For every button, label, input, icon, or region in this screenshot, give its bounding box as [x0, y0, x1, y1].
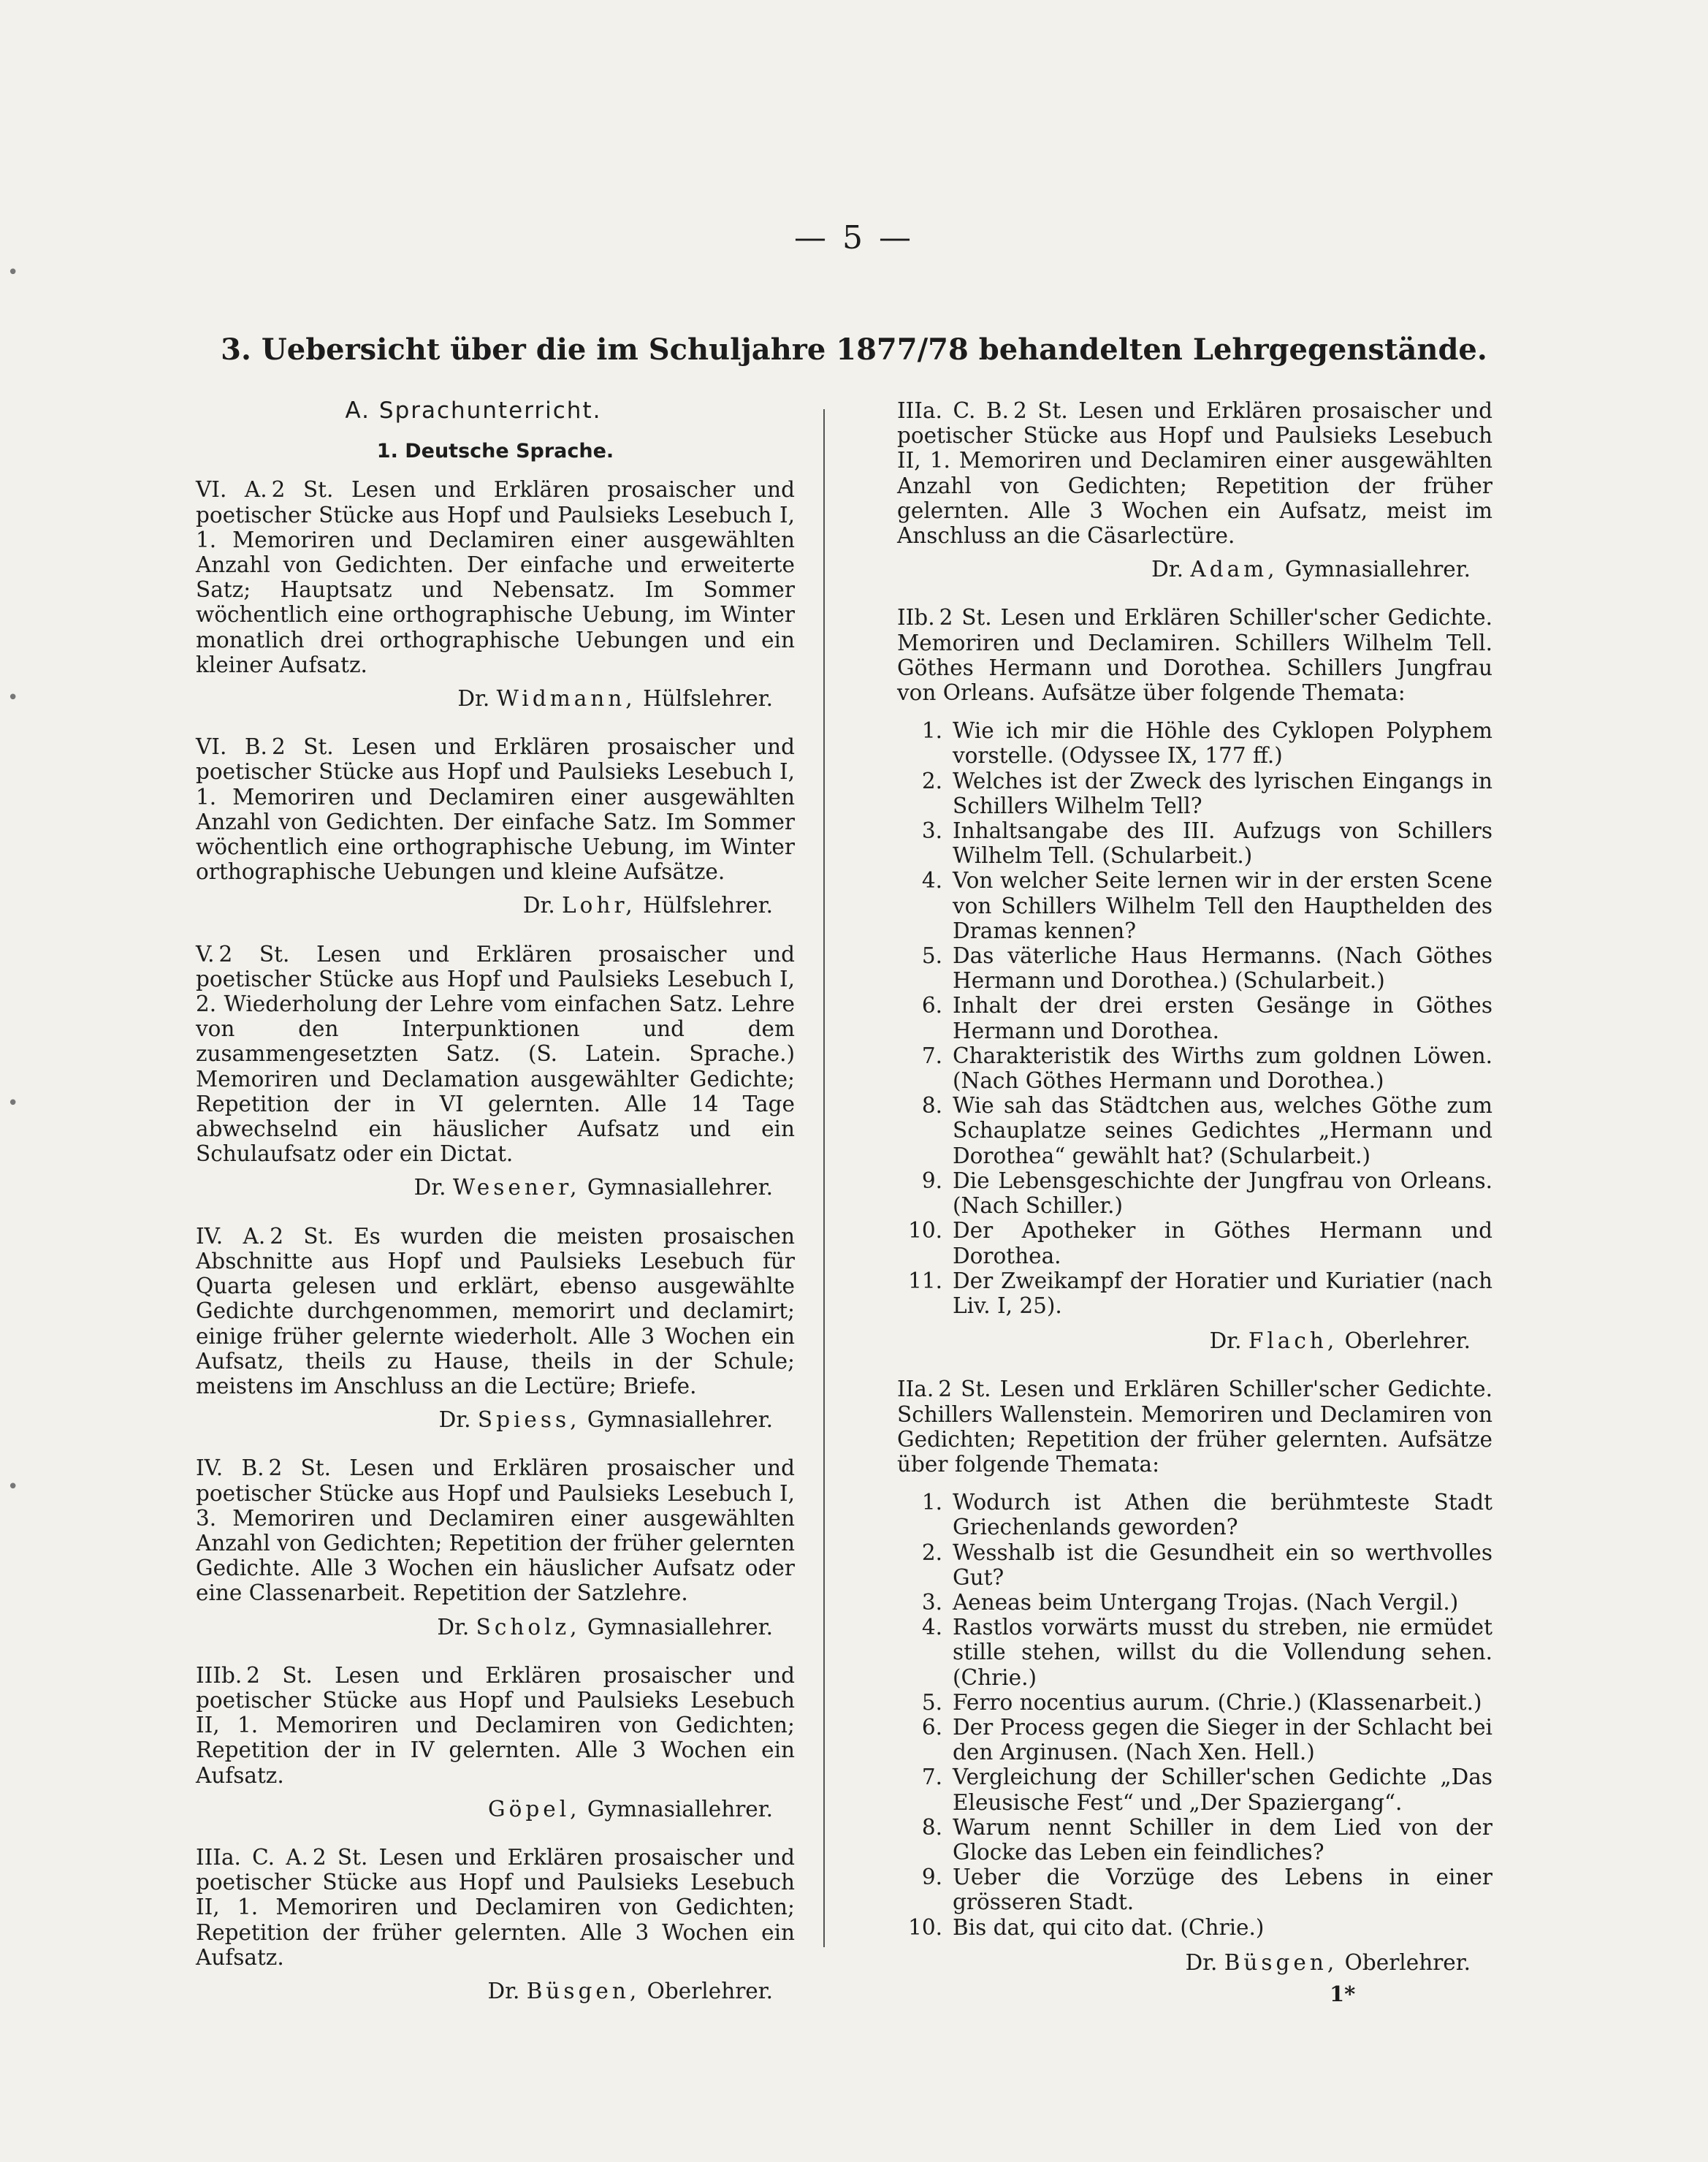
course-text: 2 St. Lesen und Erklären prosaischer und poetischer Stücke aus Hopf und Paulsieks Lesebuch I, 3. Memoriren und Declamiren einer ausgewählten Anzahl von Gedichten; Repetition der früher gelernten Gedichte. Alle 3 Wochen ein häuslicher Aufsatz oder eine Classenarbeit. Repetition der Satzlehre. [196, 1455, 795, 1606]
course-entry [196, 1224, 795, 1433]
page-number: — 5 — [794, 219, 914, 256]
essay-topic [897, 993, 1492, 1043]
teacher-signature [897, 1328, 1492, 1353]
essay-topic [897, 1765, 1492, 1814]
essay-topic [897, 1915, 1492, 1940]
topic-text: Charakteristik des Wirths zum goldnen Löwen. (Nach Göthes Hermann und Dorothea.) [953, 1043, 1492, 1094]
teacher-role: Gymnasiallehrer. [587, 1407, 773, 1433]
teacher-signature [196, 1797, 795, 1822]
topic-text: Der Apotheker in Göthes Hermann und Dorothea. [953, 1218, 1492, 1268]
subsection-title: 1. Deutsche Sprache. [376, 440, 614, 463]
teacher-role: Oberlehrer. [1344, 1949, 1471, 1975]
essay-topic [897, 1490, 1492, 1539]
course-text: 2 St. Lesen und Erklären prosaischer und poetischer Stücke aus Hopf und Paulsieks Lesebuch I, 1. Memoriren und Declamiren einer ausgewählten Anzahl von Gedichten. Der einfache und erweiterte Satz; Hauptsatz und Nebensatz. Im Sommer wöchentlich eine orthographische Uebung, im Winter monatlich drei orthographische Uebungen und ein kleiner Aufsatz. [196, 477, 795, 677]
topic-text: Warum nennt Schiller in dem Lied von der Glocke das Leben ein feindliches? [953, 1814, 1492, 1865]
margin-smudge-icon: • [7, 1092, 19, 1114]
teacher-signature [196, 1175, 795, 1200]
topic-number: 10. [908, 1218, 942, 1244]
essay-topic [897, 1093, 1492, 1168]
teacher-role: Gymnasiallehrer. [587, 1175, 773, 1200]
essay-topic [897, 1540, 1492, 1590]
topic-number: 8. [921, 1093, 942, 1119]
topic-number: 4. [921, 1615, 942, 1640]
course-description [196, 477, 795, 677]
teacher-signature [196, 1615, 795, 1640]
signature-mark: 1* [1330, 1982, 1356, 2006]
class-label: VI. A. [196, 477, 267, 503]
teacher-signature [897, 1950, 1492, 1975]
topic-number: 2. [921, 768, 942, 793]
teacher-name: Flach, [1248, 1328, 1338, 1354]
topic-text: Inhalt der drei ersten Gesänge in Göthes Hermann und Dorothea. [953, 993, 1492, 1043]
topic-text: Von welcher Seite lernen wir in der ersten Scene von Schillers Wilhelm Tell den Haupthelden des Dramas kennen? [953, 868, 1492, 943]
topic-number: 9. [921, 1168, 942, 1193]
topic-text: Wie ich mir die Höhle des Cyklopen Polyphem vorstelle. (Odyssee IX, 177 ff.) [953, 718, 1492, 769]
essay-topics-list [897, 718, 1492, 1318]
teacher-signature [196, 1407, 795, 1432]
left-entries [196, 477, 795, 2003]
essay-topic [897, 1168, 1492, 1218]
topic-text: Ferro nocentius aurum. (Chrie.) (Klassenarbeit.) [953, 1689, 1482, 1715]
teacher-title: Dr. [457, 686, 490, 712]
teacher-name: Scholz, [476, 1614, 581, 1640]
class-label: IIa. [897, 1377, 934, 1402]
teacher-title: Dr. [438, 1407, 471, 1433]
course-entry [897, 605, 1492, 1353]
course-text: 2 St. Lesen und Erklären Schiller'scher Gedichte. Schillers Wallenstein. Memoriren und Declamiren von Gedichten; Repetition der früher gelernten. Aufsätze über folgende Themata: [897, 1377, 1492, 1477]
course-description [196, 1455, 795, 1605]
teacher-title: Dr. [437, 1614, 470, 1640]
teacher-signature [196, 686, 795, 711]
section-title: A. Sprachunterricht. [345, 397, 602, 424]
course-entry [196, 1663, 795, 1822]
topic-number: 3. [921, 818, 942, 844]
course-description [196, 1845, 795, 1970]
topic-text: Vergleichung der Schiller'schen Gedichte „Das Eleusische Fest“ und „Der Spaziergang“. [953, 1765, 1492, 1815]
course-description [196, 1224, 795, 1398]
topic-text: Der Zweikampf der Horatier und Kuriatier (nach Liv. I, 25). [953, 1268, 1492, 1318]
topic-number: 1. [921, 718, 942, 744]
topic-number: 10. [908, 1914, 942, 1940]
topic-number: 8. [921, 1814, 942, 1840]
teacher-role: Oberlehrer. [647, 1978, 773, 2003]
essay-topic [897, 1615, 1492, 1690]
course-description [897, 1377, 1492, 1477]
course-text: 2 St. Lesen und Erklären prosaischer und poetischer Stücke aus Hopf und Paulsieks Lesebuch II, 1. Memoriren und Declamiren von Gedichten; Repetition der früher gelernten. Alle 3 Wochen ein Aufsatz. [196, 1844, 795, 1970]
teacher-title: Dr. [487, 1978, 520, 2003]
topic-number: 2. [921, 1539, 942, 1565]
right-entries [897, 398, 1492, 1975]
essay-topic [897, 1865, 1492, 1914]
topic-text: Welches ist der Zweck des lyrischen Eingangs in Schillers Wilhelm Tell? [953, 768, 1492, 818]
course-description [897, 398, 1492, 548]
topic-text: Aeneas beim Untergang Trojas. (Nach Vergil.) [953, 1589, 1459, 1615]
teacher-name: Widmann, [496, 686, 636, 712]
course-description [196, 1663, 795, 1788]
topic-number: 11. [908, 1268, 942, 1293]
topic-number: 3. [921, 1589, 942, 1615]
right-column [897, 398, 1492, 1998]
course-entry [196, 477, 795, 711]
topic-text: Wesshalb ist die Gesundheit ein so werthvolles Gut? [953, 1539, 1492, 1590]
course-text: 2 St. Lesen und Erklären prosaischer und poetischer Stücke aus Hopf und Paulsieks Lesebuch I, 2. Wiederholung der Lehre vom einfachen Satz. Lehre von den Interpunktionen und dem zusammengesetzten Satz. (S. Latein. Sprache.) Memoriren und Declamation ausgewählter Gedichte; Repetition der in VI gelernten. Alle 14 Tage abwechselnd ein häuslicher Aufsatz und ein Schulaufsatz oder ein Dictat. [196, 941, 795, 1167]
topic-number: 9. [921, 1865, 942, 1890]
essay-topic [897, 818, 1492, 868]
column-divider [823, 409, 825, 1947]
class-label: IV. A. [196, 1223, 266, 1249]
course-description [196, 942, 795, 1167]
course-entry [196, 1845, 795, 2003]
teacher-role: Gymnasiallehrer. [1284, 557, 1471, 582]
margin-smudge-icon: • [7, 687, 19, 709]
teacher-role: Oberlehrer. [1344, 1328, 1471, 1354]
topic-text: Wie sah das Städtchen aus, welches Göthe zum Schauplatze seines Gedichtes „Hermann und Dorothea“ gewählt hat? (Schularbeit.) [953, 1093, 1492, 1168]
topic-text: Das väterliche Haus Hermanns. (Nach Göthes Hermann und Dorothea.) (Schularbeit.) [953, 943, 1492, 994]
teacher-role: Hülfslehrer. [643, 686, 773, 712]
margin-smudge-icon: • [7, 262, 19, 283]
course-text: 2 St. Lesen und Erklären prosaischer und poetischer Stücke aus Hopf und Paulsieks Lesebuch II, 1. Memoriren und Declamiren von Gedichten; Repetition der in IV gelernten. Alle 3 Wochen ein Aufsatz. [196, 1662, 795, 1788]
topic-number: 6. [921, 993, 942, 1019]
course-entry [897, 1377, 1492, 1975]
topic-number: 4. [921, 868, 942, 894]
topic-number: 5. [921, 1689, 942, 1715]
essay-topic [897, 1043, 1492, 1093]
class-label: IIb. [897, 605, 935, 631]
teacher-signature [196, 893, 795, 918]
course-text: 2 St. Es wurden die meisten prosaischen Abschnitte aus Hopf und Paulsieks Lesebuch für Quarta gelesen und erklärt, ebenso ausgewählte Gedichte durchgenommen, memorirt und declamirt; einige früher gelernte wiederholt. Alle 3 Wochen ein Aufsatz, theils zu Hause, theils in der Schule; meistens im Anschluss an die Lectüre; Briefe. [196, 1223, 795, 1398]
teacher-title: Dr. [522, 893, 555, 918]
teacher-name: Büsgen, [1224, 1949, 1338, 1975]
class-label: IV. B. [196, 1455, 264, 1481]
essay-topic [897, 1690, 1492, 1715]
teacher-title: Dr. [1209, 1328, 1242, 1354]
essay-topic [897, 1268, 1492, 1318]
topic-number: 1. [921, 1490, 942, 1515]
essay-topic [897, 868, 1492, 943]
essay-topic [897, 1815, 1492, 1865]
course-text: 2 St. Lesen und Erklären Schiller'scher Gedichte. Memoriren und Declamiren. Schillers Wilhelm Tell. Göthes Hermann und Dorothea. Schillers Jungfrau von Orleans. Aufsätze über folgende Themata: [897, 605, 1492, 706]
teacher-role: Hülfslehrer. [643, 893, 773, 918]
essay-topics-list [897, 1490, 1492, 1940]
essay-topic [897, 769, 1492, 818]
teacher-title: Dr. [413, 1175, 446, 1200]
left-column [196, 398, 795, 2027]
topic-text: Der Process gegen die Sieger in der Schlacht bei den Arginusen. (Nach Xen. Hell.) [953, 1714, 1492, 1765]
class-label: IIIa. C. A. [196, 1844, 308, 1870]
teacher-title: Dr. [1185, 1949, 1218, 1975]
topic-number: 6. [921, 1714, 942, 1740]
teacher-name: Lohr, [562, 893, 636, 918]
class-label: IIIb. [196, 1662, 243, 1688]
page-heading: 3. Uebersicht über die im Schuljahre 1877/78 behandelten Lehrgegenstände. [221, 332, 1487, 367]
essay-topic [897, 1590, 1492, 1615]
course-description [196, 734, 795, 884]
course-entry [196, 942, 795, 1200]
teacher-name: Spiess, [477, 1407, 581, 1433]
topic-text: Bis dat, qui cito dat. (Chrie.) [953, 1914, 1265, 1940]
course-text: 2 St. Lesen und Erklären prosaischer und poetischer Stücke aus Hopf und Paulsieks Lesebuch I, 1. Memoriren und Declamiren einer ausgewählten Anzahl von Gedichten. Der einfache Satz. Im Sommer wöchentlich eine orthographische Uebung, im Winter orthographische Uebungen und kleine Aufsätze. [196, 734, 795, 885]
course-entry [196, 1455, 795, 1639]
topic-text: Die Lebensgeschichte der Jungfrau von Orleans. (Nach Schiller.) [953, 1168, 1492, 1219]
teacher-name: Adam, [1190, 557, 1278, 582]
margin-smudge-icon: • [7, 1476, 19, 1498]
teacher-title: Dr. [1151, 557, 1183, 582]
teacher-name: Göpel, [488, 1796, 581, 1822]
class-label: IIIa. C. B. [897, 398, 1009, 423]
course-entry [196, 734, 795, 918]
topic-number: 5. [921, 943, 942, 969]
course-entry [897, 398, 1492, 582]
course-text: 2 St. Lesen und Erklären prosaischer und poetischer Stücke aus Hopf und Paulsieks Lesebuch II, 1. Memoriren und Declamiren einer ausgewählten Anzahl von Gedichten; Repetition der früher gelernten. Alle 3 Wochen ein Aufsatz, meist im Anschluss an die Cäsarlectüre. [897, 398, 1492, 549]
topic-number: 7. [921, 1765, 942, 1790]
topic-text: Inhaltsangabe des III. Aufzugs von Schillers Wilhelm Tell. (Schularbeit.) [953, 818, 1492, 869]
teacher-role: Gymnasiallehrer. [587, 1796, 773, 1822]
essay-topic [897, 1218, 1492, 1268]
teacher-role: Gymnasiallehrer. [587, 1614, 773, 1640]
class-label: VI. B. [196, 734, 267, 760]
teacher-signature [897, 557, 1492, 582]
topic-text: Rastlos vorwärts musst du streben, nie ermüdet stille stehen, willst du die Vollendung sehen. (Chrie.) [953, 1615, 1492, 1690]
course-description [897, 605, 1492, 705]
class-label: V. [196, 941, 215, 967]
essay-topic [897, 718, 1492, 768]
topic-text: Ueber die Vorzüge des Lebens in einer grösseren Stadt. [953, 1865, 1492, 1915]
topic-text: Wodurch ist Athen die berühmteste Stadt Griechenlands geworden? [953, 1490, 1492, 1540]
essay-topic [897, 943, 1492, 993]
topic-number: 7. [921, 1043, 942, 1068]
teacher-name: Büsgen, [526, 1978, 641, 2003]
teacher-name: Wesener, [452, 1175, 581, 1200]
essay-topic [897, 1715, 1492, 1765]
teacher-signature [196, 1979, 795, 2003]
